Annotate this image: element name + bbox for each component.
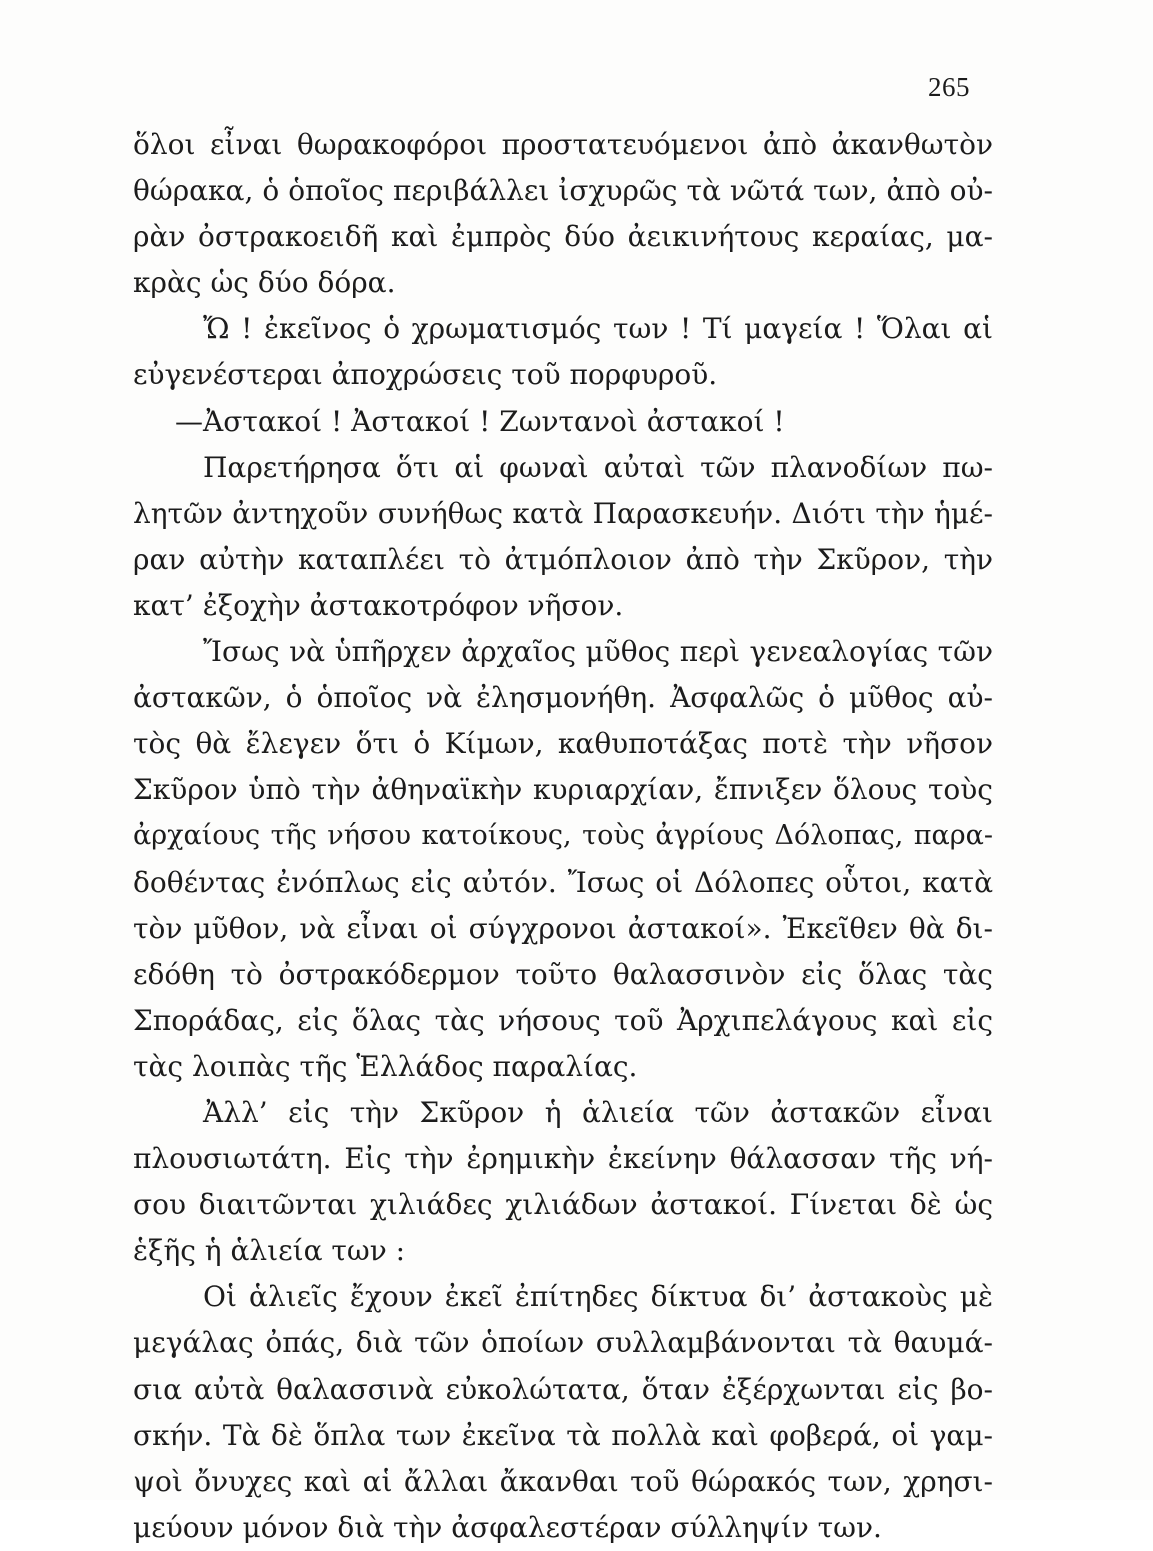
text-line: εὐγενέστεραι ἀποχρώσεις τοῦ πορφυροῦ. [133, 358, 718, 392]
text-line: πλουσιωτάτη. Εἰς τὴν ἐρημικὴν ἐκείνην θάλασσαν τῆς νή- [133, 1142, 993, 1176]
text-line: τὸν μῦθον, νὰ εἶναι οἱ σύγχρονοι ἀστακοί». Ἐκεῖθεν θὰ δι- [133, 911, 993, 945]
text-line: —Ἀστακοί ! Ἀστακοί ! Ζωντανοὶ ἀστακοί ! [175, 404, 785, 438]
text-line: Σκῦρον ὑπὸ τὴν ἀθηναϊκὴν κυριαρχίαν, ἔπνιξεν ὅλους τοὺς [133, 773, 993, 807]
text-line: τὰς λοιπὰς τῆς Ἑλλάδος παραλίας. [133, 1049, 638, 1083]
text-line: σια αὐτὰ θαλασσινὰ εὐκολώτατα, ὅταν ἐξέρχωνται εἰς βο- [133, 1372, 993, 1406]
text-line: τὸς θὰ ἔλεγεν ὅτι ὁ Κίμων, καθυποτάξας ποτὲ τὴν νῆσον [133, 727, 993, 761]
text-line: Παρετήρησα ὅτι αἱ φωναὶ αὐταὶ τῶν πλανοδίων πω- [203, 450, 993, 484]
text-line: μεγάλας ὀπάς, διὰ τῶν ὁποίων συλλαμβάνονται τὰ θαυμά- [133, 1326, 993, 1360]
page-number: 265 [928, 72, 970, 102]
text-line: δοθέντας ἐνόπλως εἰς αὐτόν. Ἴσως οἱ Δόλοπες οὗτοι, κατὰ [133, 865, 993, 899]
text-line: Οἱ ἁλιεῖς ἔχουν ἐκεῖ ἐπίτηδες δίκτυα δι’ ἀστακοὺς μὲ [203, 1280, 993, 1314]
text-line: ρὰν ὀστρακοειδῆ καὶ ἐμπρὸς δύο ἀεικινήτους κεραίας, μα- [133, 220, 993, 254]
text-line: σκήν. Τὰ δὲ ὅπλα των ἐκεῖνα τὰ πολλὰ καὶ φοβερά, οἱ γαμ- [133, 1418, 993, 1452]
text-line: ὅλοι εἶναι θωρακοφόροι προστατευόμενοι ἀπὸ ἀκανθωτὸν [133, 128, 993, 161]
text-line: ραν αὐτὴν καταπλέει τὸ ἀτμόπλοιον ἀπὸ τὴν Σκῦρον, τὴν [133, 542, 993, 576]
text-line: Ὤ ! ἐκεῖνος ὁ χρωματισμός των ! Τί μαγεία ! Ὅλαι αἱ [203, 312, 993, 346]
text-line: λητῶν ἀντηχοῦν συνήθως κατὰ Παρασκευήν. Διότι τὴν ἡμέ- [133, 496, 993, 530]
text-line: θώρακα, ὁ ὁποῖος περιβάλλει ἰσχυρῶς τὰ νῶτά των, ἀπὸ οὐ- [133, 174, 993, 208]
text-line: Σποράδας, εἰς ὅλας τὰς νήσους τοῦ Ἀρχιπελάγους καὶ εἰς [133, 1003, 993, 1037]
text-line: ἀστακῶν, ὁ ὁποῖος νὰ ἐλησμονήθη. Ἀσφαλῶς ὁ μῦθος αὐ- [133, 681, 993, 715]
text-line: μεύουν μόνον διὰ τὴν ἀσφαλεστέραν σύλληψίν των. [133, 1510, 882, 1544]
text-line: εδόθη τὸ ὀστρακόδερμον τοῦτο θαλασσινὸν εἰς ὅλας τὰς [133, 957, 993, 991]
text-line: ἑξῆς ἡ ἁλιεία των : [133, 1234, 406, 1268]
text-line: ἀρχαίους τῆς νήσου κατοίκους, τοὺς ἀγρίους Δόλοπας, παρα- [133, 820, 993, 852]
body-text [133, 122, 993, 1551]
text-line: κατ’ ἐξοχὴν ἀστακοτρόφον νῆσον. [133, 588, 624, 622]
text-line: σου διαιτῶνται χιλιάδες χιλιάδων ἀστακοί. Γίνεται δὲ ὡς [133, 1188, 993, 1222]
text-line: κρὰς ὡς δύο δόρα. [133, 266, 396, 300]
text-line: ψοὶ ὄνυχες καὶ αἱ ἄλλαι ἄκανθαι τοῦ θώρακός των, χρησι- [133, 1464, 993, 1498]
text-line: Ἴσως νὰ ὑπῆρχεν ἀρχαῖος μῦθος περὶ γενεαλογίας τῶν [203, 635, 993, 669]
text-line: Ἀλλ’ εἰς τὴν Σκῦρον ἡ ἁλιεία τῶν ἀστακῶν εἶναι [203, 1095, 993, 1129]
